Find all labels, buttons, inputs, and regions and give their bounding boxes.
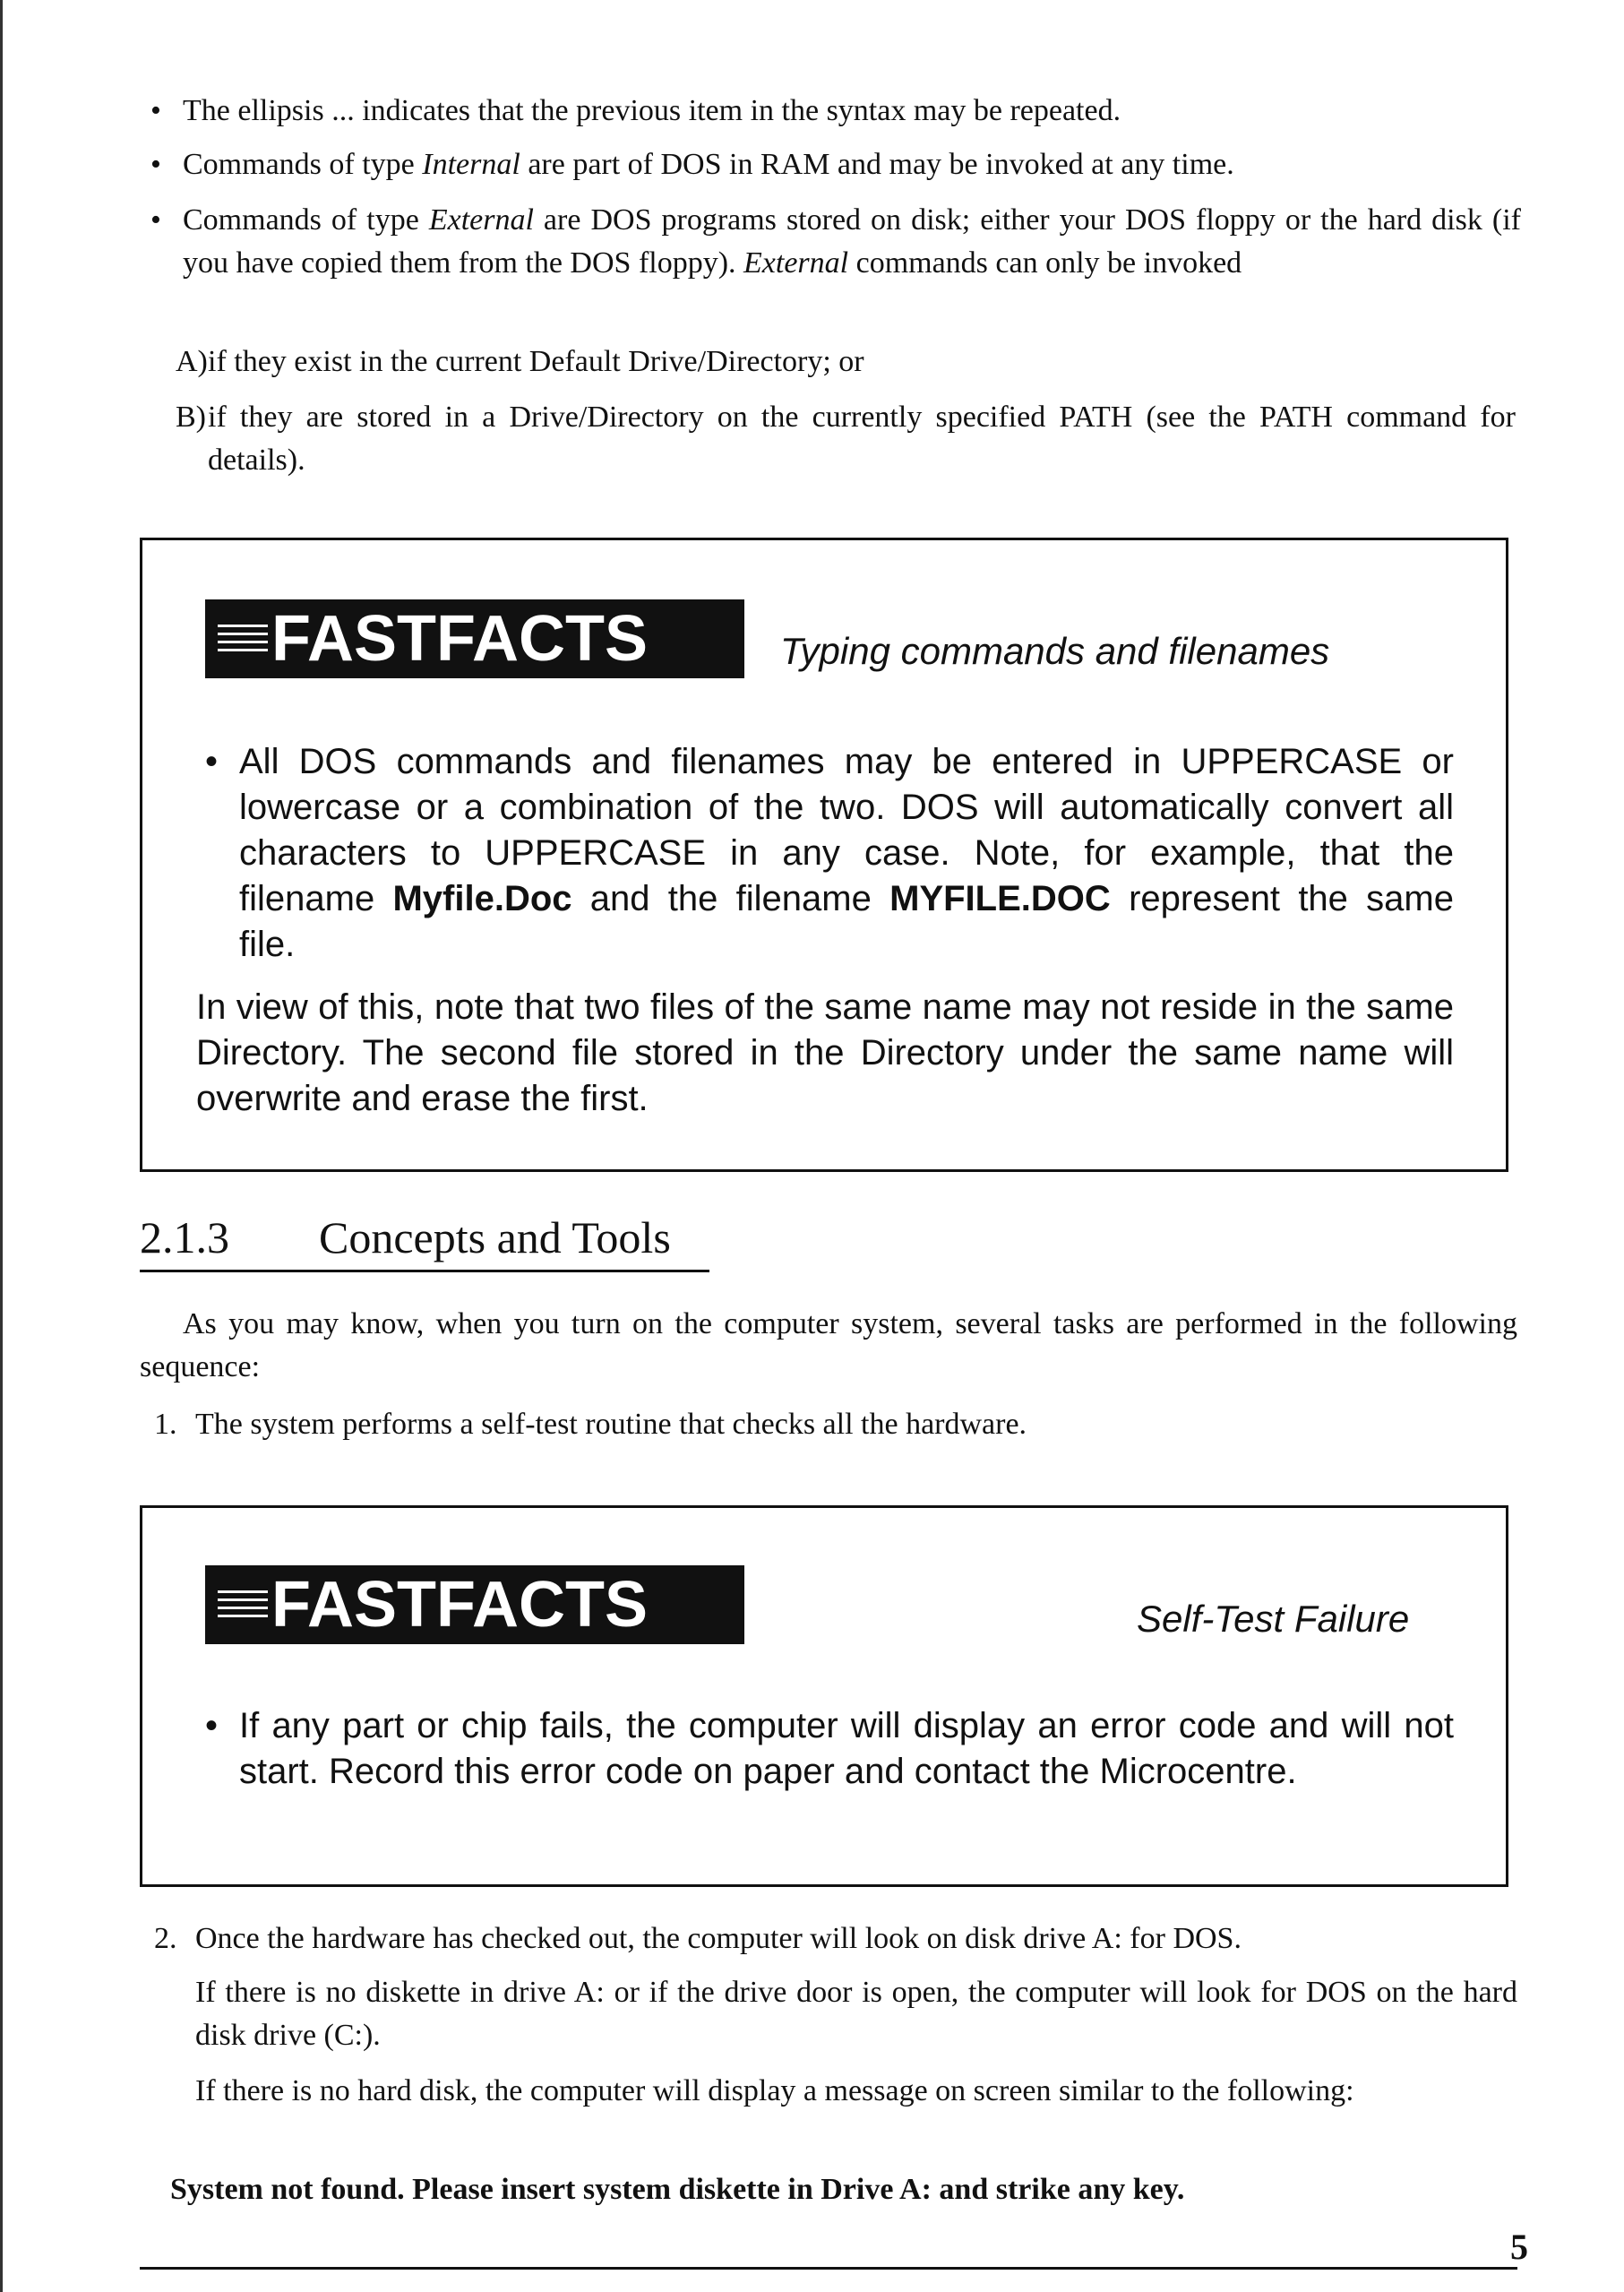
fastfacts-banner-label: FASTFACTS xyxy=(271,603,649,675)
fastfacts-banner xyxy=(205,1565,744,1644)
section-heading xyxy=(140,1208,709,1272)
fastfacts-box-typing xyxy=(140,538,1508,1172)
condition-label: A) xyxy=(176,345,208,378)
condition-text: if they are stored in a Drive/Directory on the currently specified PATH (see the PATH command for details). xyxy=(208,401,1516,477)
fastfacts-banner-label: FASTFACTS xyxy=(271,1569,649,1641)
filename-example: MYFILE.DOC xyxy=(889,879,1111,918)
fastfacts-bullet-text: If any part or chip fails, the computer will display an error code and will not start. Record this error code on paper and contact the Microcentre. xyxy=(239,1706,1454,1791)
page-number: 5 xyxy=(1510,2227,1528,2267)
bullet-dot: • xyxy=(150,94,161,127)
bullet-dot: • xyxy=(150,203,161,237)
bullet-dot: • xyxy=(150,148,161,181)
fastfacts-lines-icon xyxy=(218,1587,268,1623)
bullet-dot: • xyxy=(205,742,219,781)
section-title: Concepts and Tools xyxy=(319,1212,671,1262)
note-text: Commands of type Internal are part of DOS in RAM and may be invoked at any time. xyxy=(183,148,1234,181)
fastfacts-subtitle: Typing commands and filenames xyxy=(780,630,1330,672)
emphasis-external: External xyxy=(743,246,849,280)
emphasis-external: External xyxy=(428,203,534,237)
step-number: 1. xyxy=(154,1408,177,1441)
fastfacts-lines-icon xyxy=(218,621,268,657)
bullet-dot: • xyxy=(205,1706,219,1745)
step-text: The system performs a self-test routine that checks all the hardware. xyxy=(195,1408,1027,1441)
footer-rule xyxy=(140,2267,1517,2270)
fastfacts-paragraph: In view of this, note that two files of the same name may not reside in the same Directory. The second file stored in the Directory under the same name will overwrite and erase the first. xyxy=(196,987,1454,1118)
emphasis-internal: Internal xyxy=(422,148,520,181)
page-edge xyxy=(0,0,3,2292)
condition-label: B) xyxy=(176,401,206,434)
step-text: Once the hardware has checked out, the computer will look on disk drive A: for DOS. xyxy=(195,1922,1242,1955)
note-text: Commands of type External are DOS programs stored on disk; either your DOS floppy or the hard disk (if you have copied them from the DOS floppy). External commands can only be invoked xyxy=(183,203,1521,280)
system-message: System not found. Please insert system diskette in Drive A: and strike any key. xyxy=(170,2173,1185,2206)
step-2-paragraph: If there is no hard disk, the computer will display a message on screen similar to the following: xyxy=(195,2074,1354,2107)
step-2-paragraph: If there is no diskette in drive A: or if the drive door is open, the computer will look for DOS on the hard disk drive (C:). xyxy=(195,1976,1517,2052)
fastfacts-box-selftest xyxy=(140,1505,1508,1887)
condition-text: if they exist in the current Default Drive/Directory; or xyxy=(208,345,864,378)
fastfacts-banner xyxy=(205,599,744,678)
section-number: 2.1.3 xyxy=(140,1212,229,1262)
fastfacts-subtitle: Self-Test Failure xyxy=(1137,1598,1410,1640)
note-text: The ellipsis ... indicates that the previous item in the syntax may be repeated. xyxy=(183,94,1121,127)
section-intro: As you may know, when you turn on the computer system, several tasks are performed in the following sequence: xyxy=(140,1307,1517,1383)
step-number: 2. xyxy=(154,1922,177,1955)
filename-example: Myfile.Doc xyxy=(392,879,572,918)
fastfacts-bullet-text: All DOS commands and filenames may be entered in UPPERCASE or lowercase or a combination of the two. DOS will automatically convert all characters to UPPERCASE in any case. Note, for example, that the filename Myfile.Doc and the filename MYFILE.DOC represent the same file. xyxy=(239,742,1454,964)
